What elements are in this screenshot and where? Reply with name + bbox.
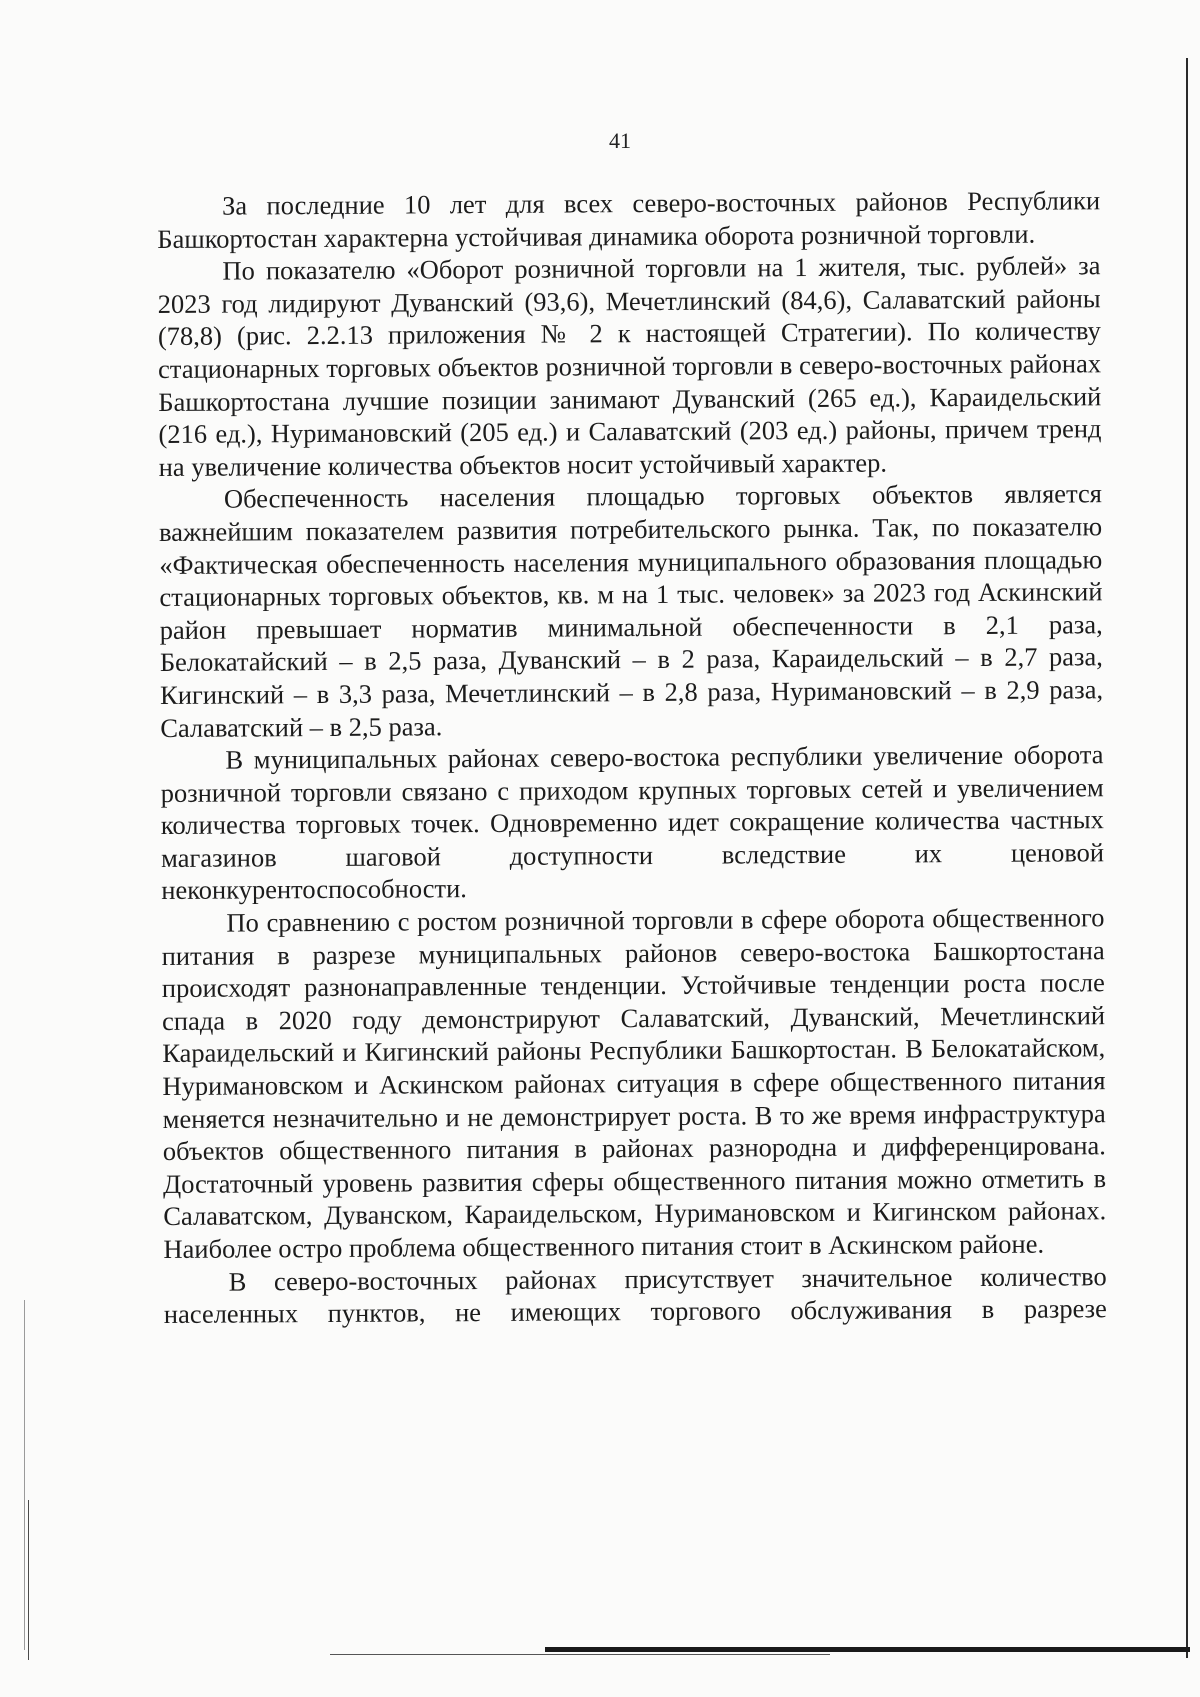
- body-text: [157, 184, 1107, 1331]
- scan-edge-left-dark: [28, 1500, 29, 1660]
- paragraph: Обеспеченность населения площадью торговых объектов является важнейшим показателем развития потребительского рынка. Так, по показателю «Фактическая обеспеченность населения муниципального образования площадью стационарных торговых объектов, кв. м на 1 тыс. человек» за 2023 год Аскинский район превышает норматив минимальной обеспеченности в 2,1 раза, Белокатайский – в 2,5 раза, Дуванский – в 2 раза, Караидельский – в 2,7 раза, Кигинский – в 3,3 раза, Мечетлинский – в 2,8 раза, Нуримановский – в 2,9 раза, Салаватский – в 2,5 раза.: [158, 478, 1104, 743]
- paragraph: В северо-восточных районах присутствует значительное количество населенных пунктов, не имеющих торгового обслуживания в разрезе: [163, 1260, 1107, 1330]
- scan-edge-right: [1186, 58, 1188, 1658]
- paragraph: По показателю «Оборот розничной торговли на 1 жителя, тыс. рублей» за 2023 год лидируют Дуванский (93,6), Мечетлинский (84,6), Салаватский районы (78,8) (рис. 2.2.13 приложения № 2 к настоящей Стратегии). По количеству стационарных торговых объектов розничной торговли в северо-восточных районах Башкортостана лучшие позиции занимают Дуванский (265 ед.), Караидельский (216 ед.), Нуримановский (205 ед.) и Салаватский (203 ед.) районы, причем тренд на увеличение количества объектов носит устойчивый характер.: [157, 250, 1102, 482]
- scan-bottom-line: [330, 1654, 830, 1655]
- paragraph: По сравнению с ростом розничной торговли в сфере оборота общественного питания в разрезе муниципальных районов северо-востока Башкортостана происходят разнонаправленные тенденции. Устойчивые тенденции роста после спада в 2020 году демонстрируют Салаватский, Дуванский, Мечетлинский Караидельский и Кигинский районы Республики Башкортостан. В Белокатайском, Нуримановском и Аскинском районах ситуация в сфере общественного питания меняется незначительно и не демонстрирует роста. В то же время инфраструктура объектов общественного питания в районах разнородна и дифференцирована. Достаточный уровень развития сферы общественного питания можно отметить в Салаватском, Дуванском, Караидельском, Нуримановском и Кигинском районах. Наиболее остро проблема общественного питания стоит в Аскинском районе.: [161, 902, 1107, 1264]
- scan-edge-left: [24, 1300, 25, 1650]
- scan-bottom-bar: [545, 1647, 1190, 1652]
- page-number: 41: [609, 128, 631, 153]
- paragraph: За последние 10 лет для всех северо-восточных районов Республики Башкортостан характерна устойчивая динамика оборота розничной торговли.: [157, 185, 1101, 254]
- paragraph: В муниципальных районах северо-востока республики увеличение оборота розничной торговли связано с приходом крупных торговых сетей и увеличением количества торговых точек. Одновременно идет сокращение количества частных магазинов шаговой доступности вследствие их ценовой неконкурентоспособности.: [160, 739, 1105, 906]
